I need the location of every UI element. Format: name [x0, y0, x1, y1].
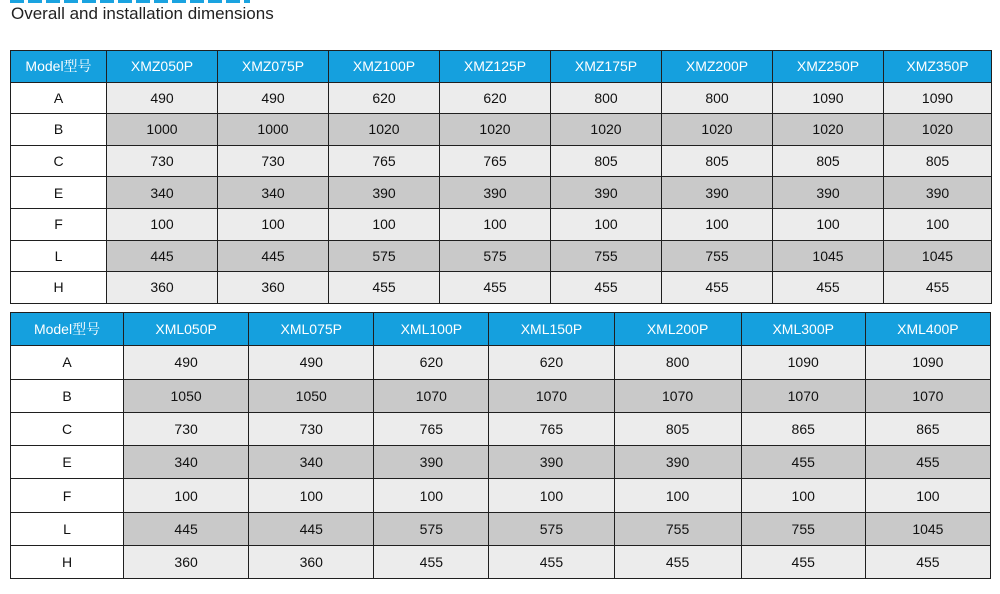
- model-column-header: XMZ125P: [440, 51, 551, 83]
- model-column-header: XMZ350P: [884, 51, 992, 83]
- dimension-label-cell: E: [11, 446, 124, 479]
- dimension-value-cell: 1070: [865, 379, 990, 412]
- title-decoration-strip: [10, 0, 250, 3]
- xmz-dimensions-table: [10, 50, 992, 304]
- dimension-value-cell: 340: [249, 446, 374, 479]
- table-row: [11, 145, 992, 177]
- table-row: [11, 272, 992, 304]
- dimension-value-cell: 1090: [884, 82, 992, 114]
- dimension-value-cell: 1020: [884, 114, 992, 146]
- dimension-value-cell: 730: [107, 145, 218, 177]
- dimension-value-cell: 340: [124, 446, 249, 479]
- dimension-value-cell: 765: [440, 145, 551, 177]
- dimension-value-cell: 575: [374, 512, 489, 545]
- dimension-value-cell: 805: [662, 145, 773, 177]
- dimension-value-cell: 100: [741, 479, 865, 512]
- dimension-value-cell: 765: [329, 145, 440, 177]
- table-row: [11, 512, 991, 545]
- dimension-value-cell: 360: [124, 546, 249, 579]
- dimension-value-cell: 765: [489, 412, 614, 445]
- dimension-value-cell: 455: [865, 446, 990, 479]
- dimension-value-cell: 1090: [741, 346, 865, 379]
- table-row: [11, 379, 991, 412]
- dimension-value-cell: 1045: [773, 240, 884, 272]
- dimension-value-cell: 490: [124, 346, 249, 379]
- dimension-label-cell: A: [11, 82, 107, 114]
- model-column-header: XML400P: [865, 313, 990, 346]
- dimension-label-cell: F: [11, 208, 107, 240]
- dimension-value-cell: 765: [374, 412, 489, 445]
- dimension-value-cell: 620: [329, 82, 440, 114]
- dimension-value-cell: 445: [218, 240, 329, 272]
- dimension-value-cell: 805: [884, 145, 992, 177]
- model-column-header: XML100P: [374, 313, 489, 346]
- dimension-value-cell: 575: [440, 240, 551, 272]
- dimension-value-cell: 455: [773, 272, 884, 304]
- dimension-value-cell: 340: [107, 177, 218, 209]
- dimension-value-cell: 1090: [865, 346, 990, 379]
- table-row: [11, 546, 991, 579]
- dimension-value-cell: 1070: [374, 379, 489, 412]
- dimension-value-cell: 455: [662, 272, 773, 304]
- dimension-value-cell: 800: [614, 346, 741, 379]
- model-column-header: XML300P: [741, 313, 865, 346]
- model-header-cell: Model型号: [11, 313, 124, 346]
- model-column-header: XML050P: [124, 313, 249, 346]
- dimension-value-cell: 100: [865, 479, 990, 512]
- table-row: [11, 412, 991, 445]
- model-column-header: XMZ200P: [662, 51, 773, 83]
- dimension-value-cell: 455: [884, 272, 992, 304]
- dimension-value-cell: 445: [107, 240, 218, 272]
- dimension-value-cell: 865: [741, 412, 865, 445]
- dimension-value-cell: 805: [614, 412, 741, 445]
- dimension-label-cell: L: [11, 512, 124, 545]
- table-row: [11, 177, 992, 209]
- dimension-value-cell: 575: [489, 512, 614, 545]
- dimension-value-cell: 455: [551, 272, 662, 304]
- dimension-label-cell: B: [11, 114, 107, 146]
- dimension-value-cell: 730: [218, 145, 329, 177]
- dimension-label-cell: E: [11, 177, 107, 209]
- dimension-label-cell: A: [11, 346, 124, 379]
- dimension-value-cell: 1020: [440, 114, 551, 146]
- dimension-value-cell: 100: [124, 479, 249, 512]
- dimension-value-cell: 100: [440, 208, 551, 240]
- model-column-header: XMZ050P: [107, 51, 218, 83]
- dimension-value-cell: 1070: [614, 379, 741, 412]
- table-row: [11, 446, 991, 479]
- dimension-value-cell: 100: [107, 208, 218, 240]
- table-row: [11, 240, 992, 272]
- dimension-value-cell: 800: [662, 82, 773, 114]
- dimension-value-cell: 455: [741, 446, 865, 479]
- dimension-value-cell: 1020: [551, 114, 662, 146]
- dimension-value-cell: 390: [614, 446, 741, 479]
- dimension-value-cell: 100: [329, 208, 440, 240]
- dimension-value-cell: 360: [218, 272, 329, 304]
- dimension-value-cell: 1020: [329, 114, 440, 146]
- model-column-header: XML075P: [249, 313, 374, 346]
- dimension-value-cell: 100: [662, 208, 773, 240]
- table-row: [11, 346, 991, 379]
- dimension-value-cell: 455: [741, 546, 865, 579]
- dimension-value-cell: 100: [614, 479, 741, 512]
- dimension-value-cell: 865: [865, 412, 990, 445]
- model-column-header: XMZ250P: [773, 51, 884, 83]
- table-row: [11, 82, 992, 114]
- dimension-value-cell: 805: [551, 145, 662, 177]
- dimension-value-cell: 1000: [218, 114, 329, 146]
- xml-dimensions-table: [10, 312, 991, 579]
- dimension-value-cell: 390: [551, 177, 662, 209]
- section-subtitle: Overall and installation dimensions: [11, 4, 274, 23]
- model-header-cell: Model型号: [11, 51, 107, 83]
- dimension-value-cell: 490: [249, 346, 374, 379]
- dimension-value-cell: 1070: [489, 379, 614, 412]
- dimension-label-cell: F: [11, 479, 124, 512]
- dimension-label-cell: H: [11, 272, 107, 304]
- dimension-value-cell: 800: [551, 82, 662, 114]
- dimension-value-cell: 1090: [773, 82, 884, 114]
- dimension-value-cell: 805: [773, 145, 884, 177]
- dimension-value-cell: 340: [218, 177, 329, 209]
- dimension-value-cell: 1000: [107, 114, 218, 146]
- dimension-value-cell: 490: [218, 82, 329, 114]
- dimension-value-cell: 100: [218, 208, 329, 240]
- dimension-value-cell: 390: [773, 177, 884, 209]
- table-row: [11, 208, 992, 240]
- dimension-label-cell: H: [11, 546, 124, 579]
- dimension-value-cell: 455: [440, 272, 551, 304]
- dimension-value-cell: 575: [329, 240, 440, 272]
- dimension-value-cell: 755: [662, 240, 773, 272]
- dimension-value-cell: 1045: [865, 512, 990, 545]
- dimension-value-cell: 100: [374, 479, 489, 512]
- dimension-value-cell: 455: [614, 546, 741, 579]
- dimension-value-cell: 620: [489, 346, 614, 379]
- model-column-header: XMZ075P: [218, 51, 329, 83]
- dimension-value-cell: 755: [551, 240, 662, 272]
- dimension-value-cell: 100: [249, 479, 374, 512]
- dimension-value-cell: 390: [662, 177, 773, 209]
- dimension-value-cell: 445: [249, 512, 374, 545]
- dimension-value-cell: 100: [489, 479, 614, 512]
- dimension-label-cell: L: [11, 240, 107, 272]
- dimension-value-cell: 455: [329, 272, 440, 304]
- dimension-value-cell: 755: [614, 512, 741, 545]
- dimension-label-cell: C: [11, 412, 124, 445]
- model-column-header: XMZ175P: [551, 51, 662, 83]
- dimension-value-cell: 390: [374, 446, 489, 479]
- dimension-value-cell: 620: [374, 346, 489, 379]
- dimension-value-cell: 1050: [124, 379, 249, 412]
- dimension-value-cell: 100: [884, 208, 992, 240]
- dimension-value-cell: 455: [374, 546, 489, 579]
- dimension-value-cell: 390: [884, 177, 992, 209]
- dimension-label-cell: B: [11, 379, 124, 412]
- dimension-value-cell: 390: [440, 177, 551, 209]
- dimension-value-cell: 1020: [773, 114, 884, 146]
- dimension-value-cell: 755: [741, 512, 865, 545]
- dimension-value-cell: 490: [107, 82, 218, 114]
- model-column-header: XML150P: [489, 313, 614, 346]
- dimension-value-cell: 1070: [741, 379, 865, 412]
- dimension-value-cell: 390: [329, 177, 440, 209]
- dimension-value-cell: 360: [107, 272, 218, 304]
- model-column-header: XMZ100P: [329, 51, 440, 83]
- dimension-value-cell: 1050: [249, 379, 374, 412]
- dimension-value-cell: 360: [249, 546, 374, 579]
- dimension-value-cell: 100: [773, 208, 884, 240]
- dimension-value-cell: 100: [551, 208, 662, 240]
- dimension-label-cell: C: [11, 145, 107, 177]
- table-row: [11, 479, 991, 512]
- dimension-value-cell: 390: [489, 446, 614, 479]
- dimension-value-cell: 1045: [884, 240, 992, 272]
- dimension-value-cell: 730: [124, 412, 249, 445]
- dimension-value-cell: 455: [489, 546, 614, 579]
- dimension-value-cell: 445: [124, 512, 249, 545]
- dimension-value-cell: 730: [249, 412, 374, 445]
- table-row: [11, 114, 992, 146]
- dimension-value-cell: 1020: [662, 114, 773, 146]
- model-column-header: XML200P: [614, 313, 741, 346]
- dimension-value-cell: 455: [865, 546, 990, 579]
- dimension-value-cell: 620: [440, 82, 551, 114]
